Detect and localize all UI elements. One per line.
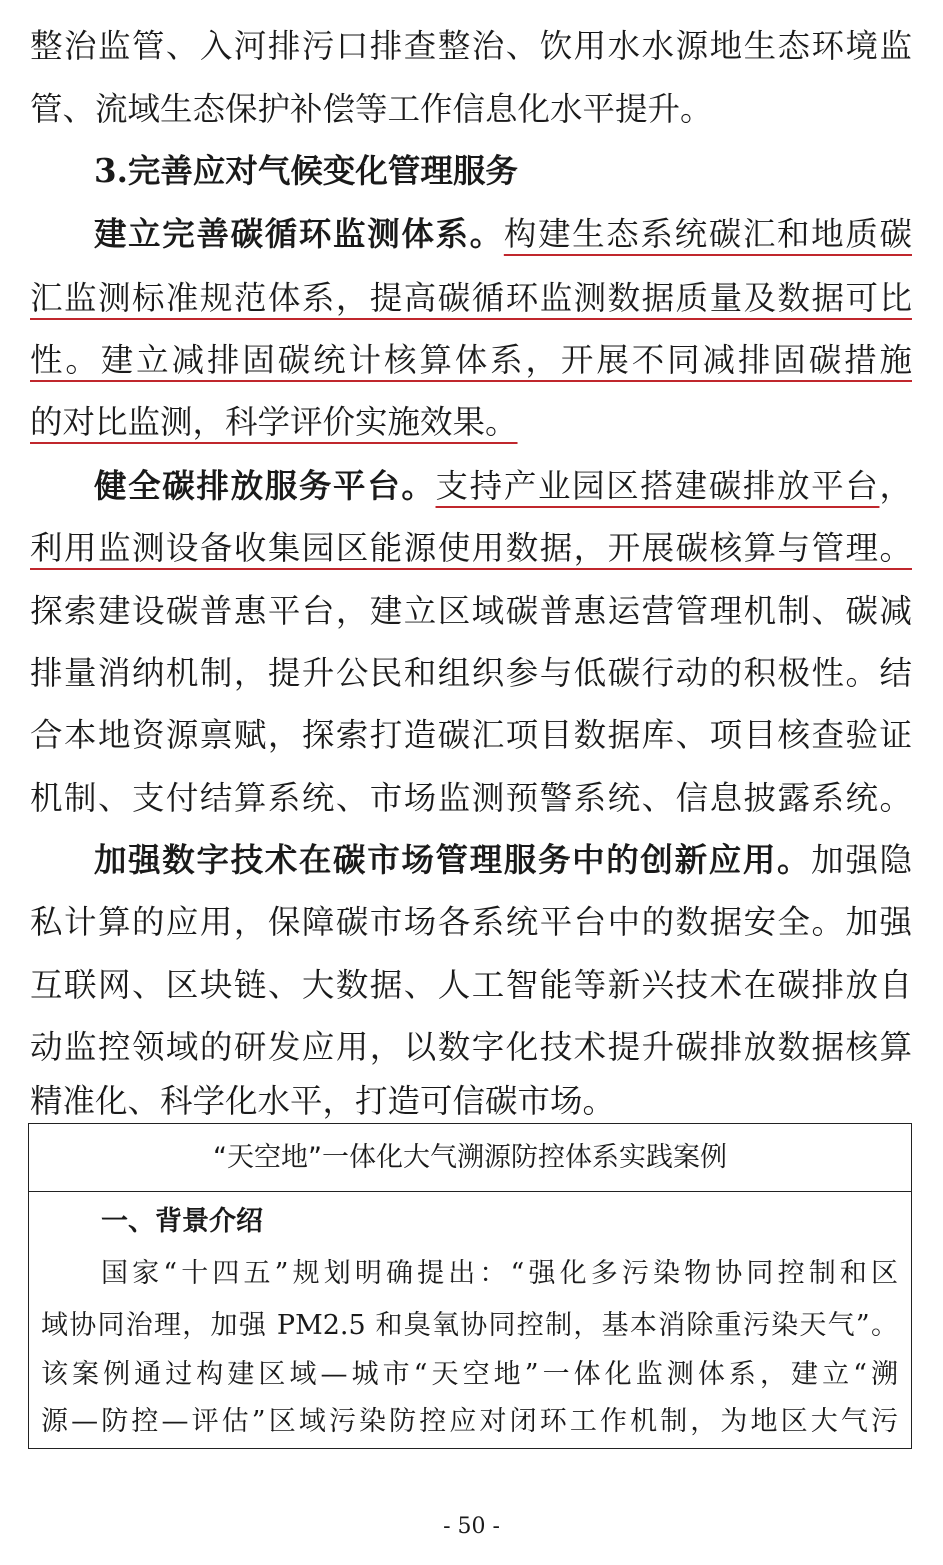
- case-study-box: [28, 1123, 912, 1449]
- body-text: 加强隐: [811, 841, 912, 879]
- paragraph-lead: 建立完善碳循环监测体系。: [94, 214, 504, 253]
- underlined-line: 汇监测标准规范体系，提高碳循环监测数据质量及数据可比: [30, 279, 912, 317]
- body-line: 整治监管、入河排污口排查整治、饮用水水源地生态环境监: [30, 27, 912, 65]
- underlined-line: 性。建立减排固碳统计核算体系，开展不同减排固碳措施: [30, 341, 912, 379]
- body-line: 排量消纳机制，提升公民和组织参与低碳行动的积极性。结: [30, 654, 912, 692]
- body-line: 探索建设碳普惠平台，建立区域碳普惠运营管理机制、碳减: [30, 592, 912, 630]
- underlined-text: 支持产业园区搭建碳排放平台: [435, 467, 880, 505]
- body-line: [94, 829, 912, 891]
- case-study-line: 源—防控—评估”区域污染防控应对闭环工作机制，为地区大气污: [41, 1406, 898, 1437]
- body-line: [94, 203, 912, 265]
- punctuation: ，: [879, 467, 912, 505]
- page-number: - 50 -: [443, 1514, 500, 1539]
- body-line: 机制、支付结算系统、市场监测预警系统、信息披露系统。: [30, 779, 912, 817]
- underlined-text: 构建生态系统碳汇和地质碳: [503, 215, 912, 253]
- body-line: 互联网、区块链、大数据、人工智能等新兴技术在碳排放自: [30, 966, 912, 1004]
- case-study-line: 域协同治理，加强 PM2.5 和臭氧协同控制，基本消除重污染天气”。: [41, 1310, 898, 1341]
- paragraph-lead: 加强数字技术在碳市场管理服务中的创新应用。: [94, 840, 812, 879]
- body-line: 合本地资源禀赋，探索打造碳汇项目数据库、项目核查验证: [30, 716, 912, 754]
- case-study-heading: 一、背景介绍: [101, 1206, 263, 1237]
- case-study-title: “天空地”一体化大气溯源防控体系实践案例: [29, 1124, 911, 1192]
- body-line: 动监控领域的研发应用，以数字化技术提升碳排放数据核算: [30, 1028, 912, 1066]
- case-study-line: 国家“十四五”规划明确提出：“强化多污染物协同控制和区: [101, 1258, 898, 1289]
- body-line: 精准化、科学化水平，打造可信碳市场。: [30, 1082, 616, 1120]
- case-study-line: 该案例通过构建区域—城市“天空地”一体化监测体系，建立“溯: [41, 1359, 898, 1390]
- paragraph-lead: 健全碳排放服务平台。: [94, 466, 436, 505]
- underlined-line: 的对比监测，科学评价实施效果。: [30, 403, 518, 441]
- body-line: [94, 455, 912, 517]
- body-line: 管、流域生态保护补偿等工作信息化水平提升。: [30, 90, 713, 128]
- body-line: 私计算的应用，保障碳市场各系统平台中的数据安全。加强: [30, 903, 912, 941]
- underlined-line: 利用监测设备收集园区能源使用数据，开展碳核算与管理。: [30, 529, 912, 567]
- section-heading: 3.完善应对气候变化管理服务: [94, 151, 518, 190]
